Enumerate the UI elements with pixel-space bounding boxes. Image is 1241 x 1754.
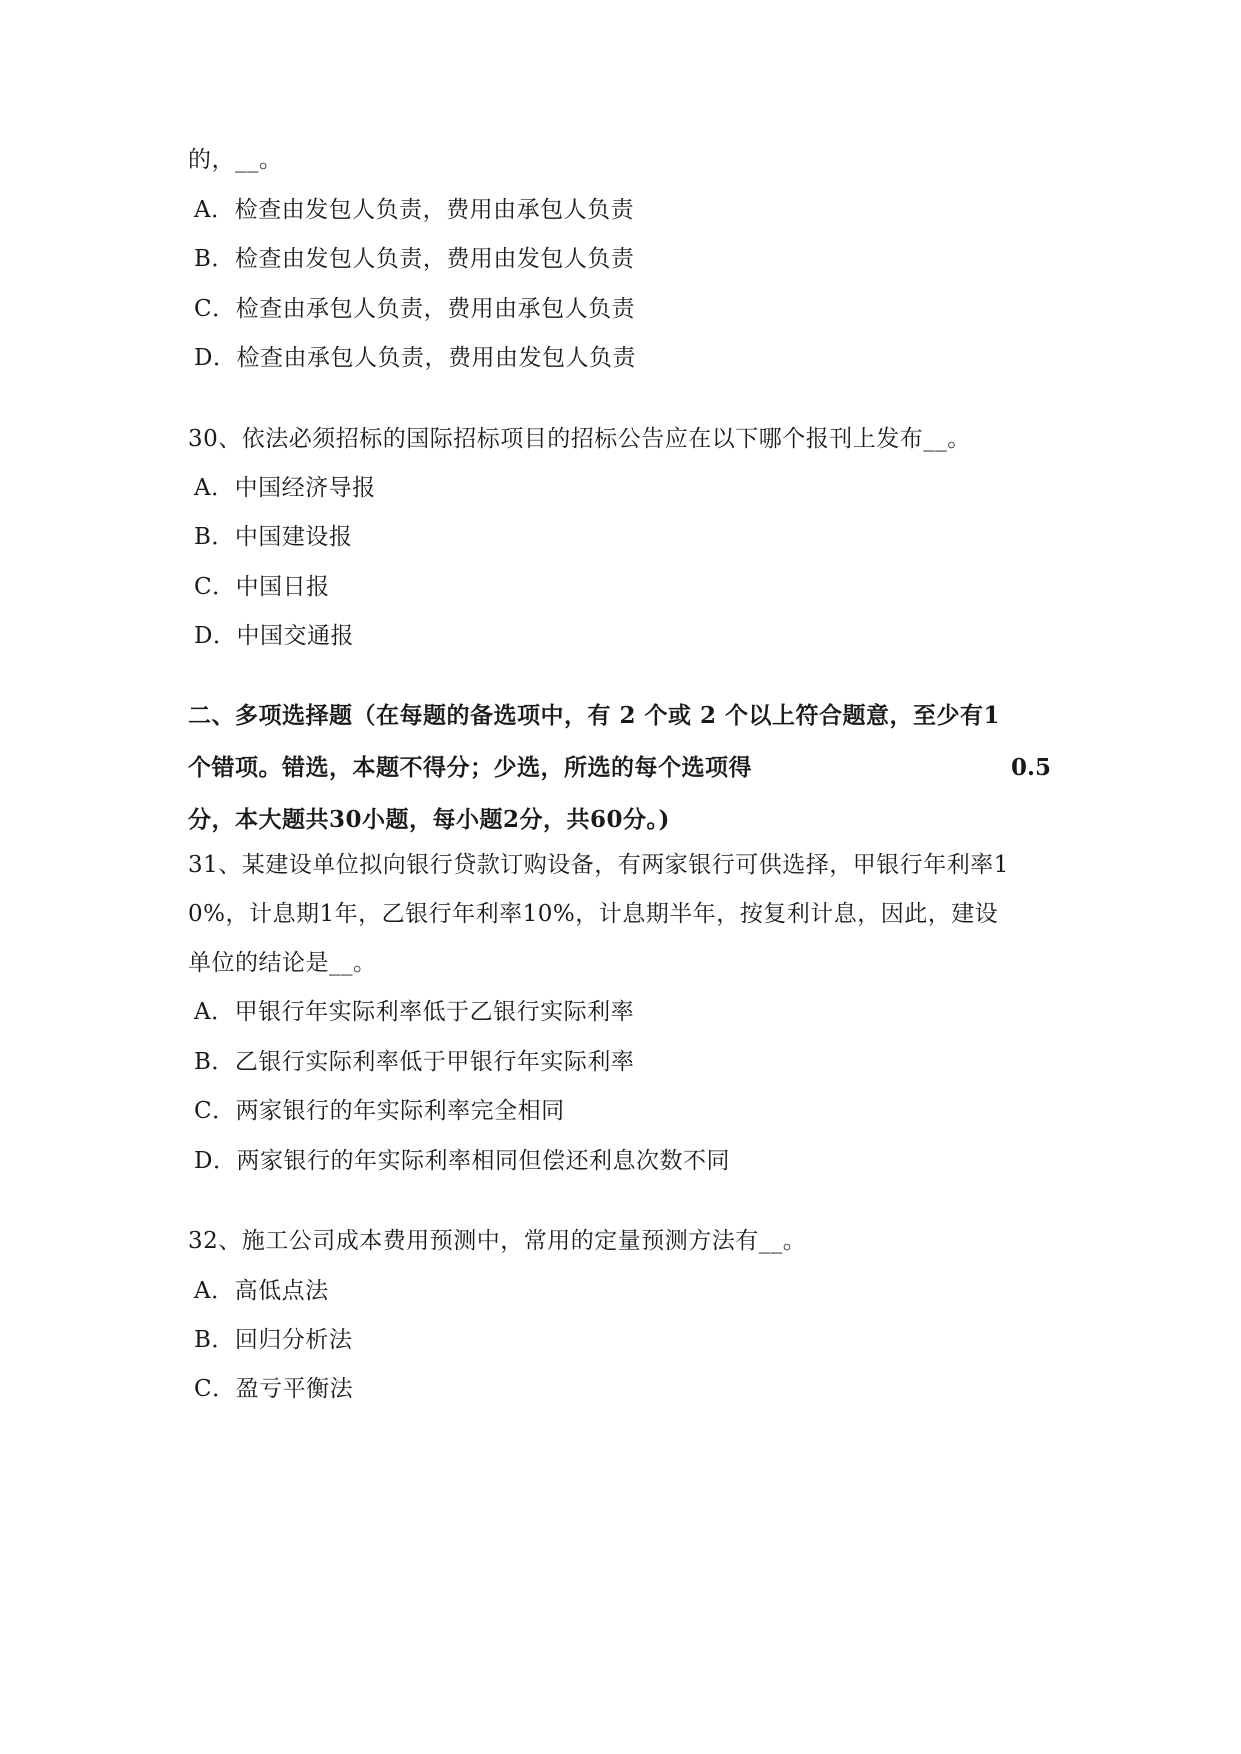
question-30-option-a: A．中国经济导报 <box>194 475 376 501</box>
question-30-option-b: B．中国建设报 <box>194 524 353 550</box>
question-30-stem: 30、依法必须招标的国际招标项目的招标公告应在以下哪个报刊上发布__。 <box>188 426 971 452</box>
question-29-option-d: D．检查由承包人负责，费用由发包人负责 <box>194 345 636 371</box>
question-32-stem: 32、施工公司成本费用预测中，常用的定量预测方法有__。 <box>188 1228 807 1254</box>
question-29-option-a: A．检查由发包人负责，费用由承包人负责 <box>194 197 635 223</box>
question-31-option-d: D．两家银行的年实际利率相同但偿还利息次数不同 <box>194 1148 730 1174</box>
question-31-stem-line-1: 31、某建设单位拟向银行贷款订购设备，有两家银行可供选择，甲银行年利率1 <box>188 852 1009 878</box>
question-29-option-b: B．检查由发包人负责，费用由发包人负责 <box>194 246 635 272</box>
question-32-option-a: A．高低点法 <box>194 1278 329 1304</box>
question-30-option-c: C．中国日报 <box>194 574 330 600</box>
question-31-option-a: A．甲银行年实际利率低于乙银行实际利率 <box>194 999 635 1025</box>
section-heading-line-2: 个错项。错选，本题不得分；少选，所选的每个选项得 <box>188 754 752 781</box>
question-31-option-c: C．两家银行的年实际利率完全相同 <box>194 1098 565 1124</box>
question-32-option-c: C．盈亏平衡法 <box>194 1376 354 1402</box>
question-31-stem-line-2: 0%，计息期1年，乙银行年利率10%，计息期半年，按复利计息，因此，建设 <box>188 901 999 927</box>
question-29-option-c: C．检查由承包人负责，费用由承包人负责 <box>194 296 636 322</box>
question-31-option-b: B．乙银行实际利率低于甲银行年实际利率 <box>194 1049 635 1075</box>
question-32-option-b: B．回归分析法 <box>194 1327 353 1353</box>
question-29-stem-end: 的，__。 <box>188 147 283 173</box>
question-31-stem-line-3: 单位的结论是__。 <box>188 950 377 976</box>
section-heading-score: 0.5 <box>1010 754 1051 781</box>
section-heading-line-3: 分，本大题共30小题，每小题2分，共60分。) <box>188 806 670 833</box>
question-30-option-d: D．中国交通报 <box>194 623 354 649</box>
section-heading-line-1: 二、多项选择题（在每题的备选项中，有 2 个或 2 个以上符合题意，至少有1 <box>188 702 1001 729</box>
